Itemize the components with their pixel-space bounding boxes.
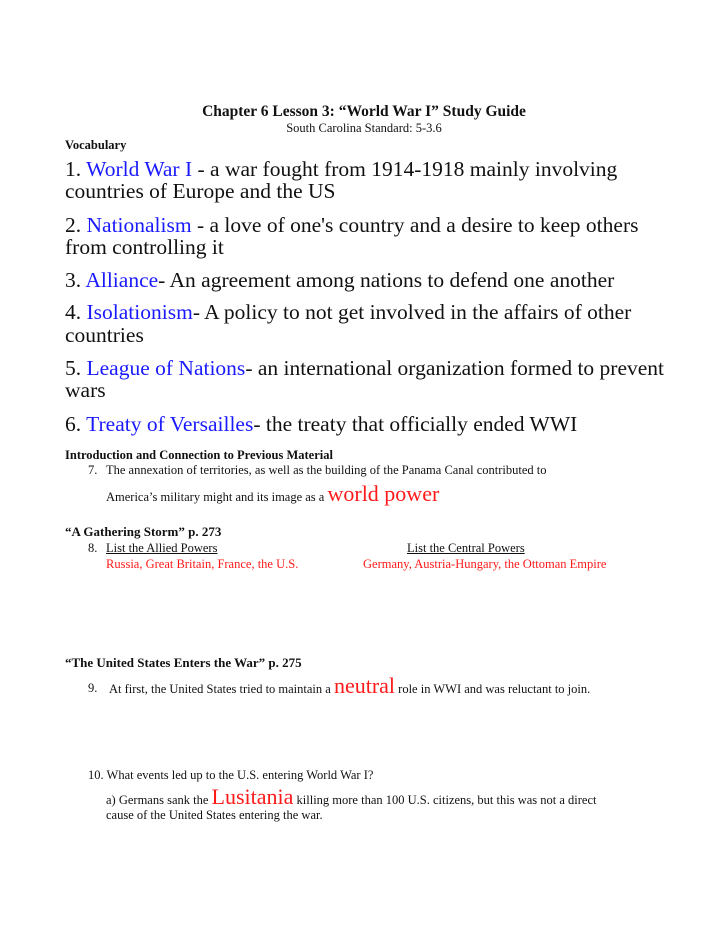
question-text: killing more than 100 U.S. citizens, but this was not a direct [293, 793, 597, 807]
vocab-item-5-cont: wars [65, 378, 106, 402]
vocab-item-2-cont: from controlling it [65, 235, 224, 259]
vocab-number: 3. [65, 268, 86, 292]
question-10a [106, 786, 596, 808]
page-title: Chapter 6 Lesson 3: “World War I” Study Guide [202, 103, 526, 120]
vocab-definition: - A policy to not get involved in the affairs of other [192, 300, 632, 324]
vocab-definition: - an international organization formed to prevent [245, 356, 665, 380]
vocab-item-6 [65, 414, 577, 436]
vocab-definition: - An agreement among nations to defend one another [158, 268, 615, 292]
question-10: 10. What events led up to the U.S. entering World War I? [88, 768, 374, 782]
allied-powers-answer: Russia, Great Britain, France, the U.S. [106, 557, 299, 571]
vocab-definition: - a love of one's country and a desire to keep others [191, 213, 639, 237]
vocab-term: Treaty of Versailles [86, 412, 254, 436]
enters-war-heading: “The United States Enters the War” p. 275 [65, 655, 302, 670]
vocab-item-1-cont: countries of Europe and the US [65, 179, 336, 203]
page-subtitle: South Carolina Standard: 5-3.6 [286, 121, 442, 135]
question-text: a) Germans sank the [106, 793, 212, 807]
answer-lusitania: Lusitania [211, 784, 294, 809]
question-8-number: 8. [88, 541, 98, 555]
vocab-number: 6. [65, 412, 87, 436]
vocab-item-4-cont: countries [65, 323, 144, 347]
vocab-number: 4. [65, 300, 87, 324]
vocab-term: Alliance [85, 268, 159, 292]
vocab-term: League of Nations [86, 356, 246, 380]
intro-heading: Introduction and Connection to Previous Material [65, 448, 333, 462]
vocab-term: Isolationism [86, 300, 193, 324]
vocab-item-4 [65, 302, 631, 324]
vocab-item-3 [65, 270, 614, 292]
question-10a-cont: cause of the United States entering the war. [106, 808, 323, 822]
question-9 [109, 675, 590, 697]
vocab-definition: - the treaty that officially ended WWI [253, 412, 578, 436]
central-powers-label: List the Central Powers [407, 541, 525, 555]
central-powers-answer: Germany, Austria-Hungary, the Ottoman Empire [363, 557, 607, 571]
allied-powers-label: List the Allied Powers [106, 541, 218, 555]
question-text: role in WWI and was reluctant to join. [395, 682, 591, 696]
gathering-storm-heading: “A Gathering Storm” p. 273 [65, 524, 222, 539]
question-9-number: 9. [88, 681, 98, 695]
vocabulary-heading: Vocabulary [65, 138, 127, 152]
vocab-number: 2. [65, 213, 87, 237]
vocab-item-5 [65, 358, 664, 380]
question-7-number: 7. [88, 463, 98, 477]
question-7-line1: The annexation of territories, as well as the building of the Panama Canal contributed to [106, 463, 547, 477]
answer-world-power: world power [327, 481, 440, 506]
vocab-definition: - a war fought from 1914-1918 mainly involving [192, 157, 618, 181]
vocab-term: Nationalism [86, 213, 192, 237]
vocab-item-2 [65, 215, 638, 237]
question-text: At first, the United States tried to maintain a [109, 682, 334, 696]
question-7-line2 [106, 483, 439, 505]
vocab-item-1 [65, 159, 617, 181]
vocab-number: 1. [65, 157, 87, 181]
vocab-term: World War I [86, 157, 193, 181]
vocab-number: 5. [65, 356, 87, 380]
answer-neutral: neutral [333, 673, 396, 698]
question-text: America’s military might and its image as a [106, 490, 328, 504]
